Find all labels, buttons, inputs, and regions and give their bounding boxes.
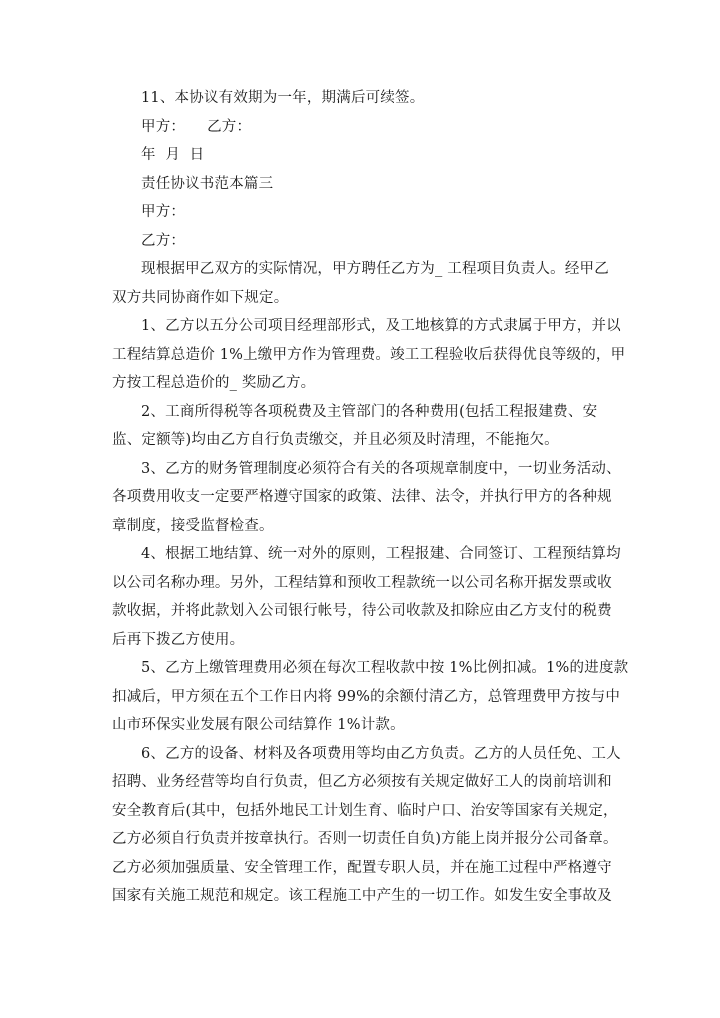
section-title: 责任协议书范本篇三 — [141, 175, 274, 192]
paragraph-line: 现根据甲乙双方的实际情况，甲方聘任乙方为_ 工程项目负责人。经甲乙 — [141, 261, 609, 277]
paragraph-line: 6、乙方的设备、材料及各项费用等均由乙方负责。乙方的人员任免、工人 — [141, 745, 621, 762]
paragraph-clause-6 — [112, 740, 621, 911]
paragraph-line: 5、乙方上缴管理费用必须在每次工程收款中按 1%比例扣减。1%的进度款 — [141, 660, 629, 676]
paragraph-clause-1 — [112, 312, 626, 398]
paragraph-line: 4、根据工地结算、统一对外的原则，工程报建、合同签订、工程预结算均 — [141, 546, 621, 562]
paragraph-line: 监、定额等)均由乙方自行负责缴交，并且必须及时清理，不能拖欠。 — [112, 432, 559, 448]
paragraph-line: 款收据，并将此款划入公司银行帐号，待公司收款及扣除应由乙方支付的税费 — [112, 603, 612, 619]
document-page — [112, 84, 629, 911]
paragraph-intro — [112, 255, 612, 312]
clause-11: 11、本协议有效期为一年，期满后可续签。 — [141, 90, 425, 106]
paragraph-line: 乙方必须自行负责并按章执行。否则一切责任自负)方能上岗并报分公司备章。 — [112, 831, 618, 847]
paragraph-line: 3、乙方的财务管理制度必须符合有关的各项规章制度中，一切业务活动、 — [141, 460, 621, 477]
paragraph-line: 双方共同协商作如下规定。 — [112, 289, 289, 306]
paragraph-line: 各项费用收支一定要严格遵守国家的政策、法律、法令，并执行甲方的各种规 — [112, 489, 612, 505]
paragraph-line: 扣减后，甲方须在五个工作日内将 99%的余额付清乙方，总管理费甲方按与中 — [112, 688, 621, 705]
party-b-label: 乙方： — [141, 232, 186, 249]
paragraph-line: 工程结算总造价 1%上缴甲方作为管理费。竣工工程验收后获得优良等级的，甲 — [112, 346, 626, 363]
party-b-signature-label: 乙方： — [207, 118, 252, 135]
paragraph-clause-5 — [112, 654, 629, 740]
paragraph-line: 1、乙方以五分公司项目经理部形式，及工地核算的方式隶属于甲方，并以 — [141, 318, 621, 334]
paragraph-line: 山市环保实业发展有限公司结算作 1%计款。 — [112, 717, 405, 733]
paragraph-clause-4 — [112, 540, 621, 654]
date-line: 年 月 日 — [141, 147, 205, 163]
paragraph-line: 国家有关施工规范和规定。该工程施工中产生的一切工作。如发生安全事故及 — [112, 888, 612, 904]
paragraph-line: 方按工程总造价的_ 奖励乙方。 — [112, 375, 316, 391]
signature-line — [112, 113, 612, 142]
paragraph-list — [112, 255, 629, 911]
paragraph-line: 乙方必须加强质量、安全管理工作，配置专职人员，并在施工过程中严格遵守 — [112, 859, 612, 876]
paragraph-line: 以公司名称办理。另外，工程结算和预收工程款统一以公司名称开据发票或收 — [112, 574, 612, 591]
paragraph-line: 2、工商所得税等各项税费及主管部门的各种费用(包括工程报建费、安 — [141, 403, 598, 420]
paragraph-line: 招聘、业务经营等均自行负责，但乙方必须按有关规定做好工人的岗前培训和 — [112, 774, 612, 790]
party-a-signature-label: 甲方： — [141, 118, 186, 135]
paragraph-clause-2 — [112, 398, 612, 455]
paragraph-clause-3 — [112, 455, 621, 541]
paragraph-line: 后再下拨乙方使用。 — [112, 631, 245, 648]
party-a-label: 甲方： — [141, 204, 186, 220]
paragraph-line: 章制度，接受监督检查。 — [112, 517, 274, 534]
paragraph-line: 安全教育后(其中，包括外地民工计划生育、临时户口、治安等国家有关规定， — [112, 802, 618, 819]
